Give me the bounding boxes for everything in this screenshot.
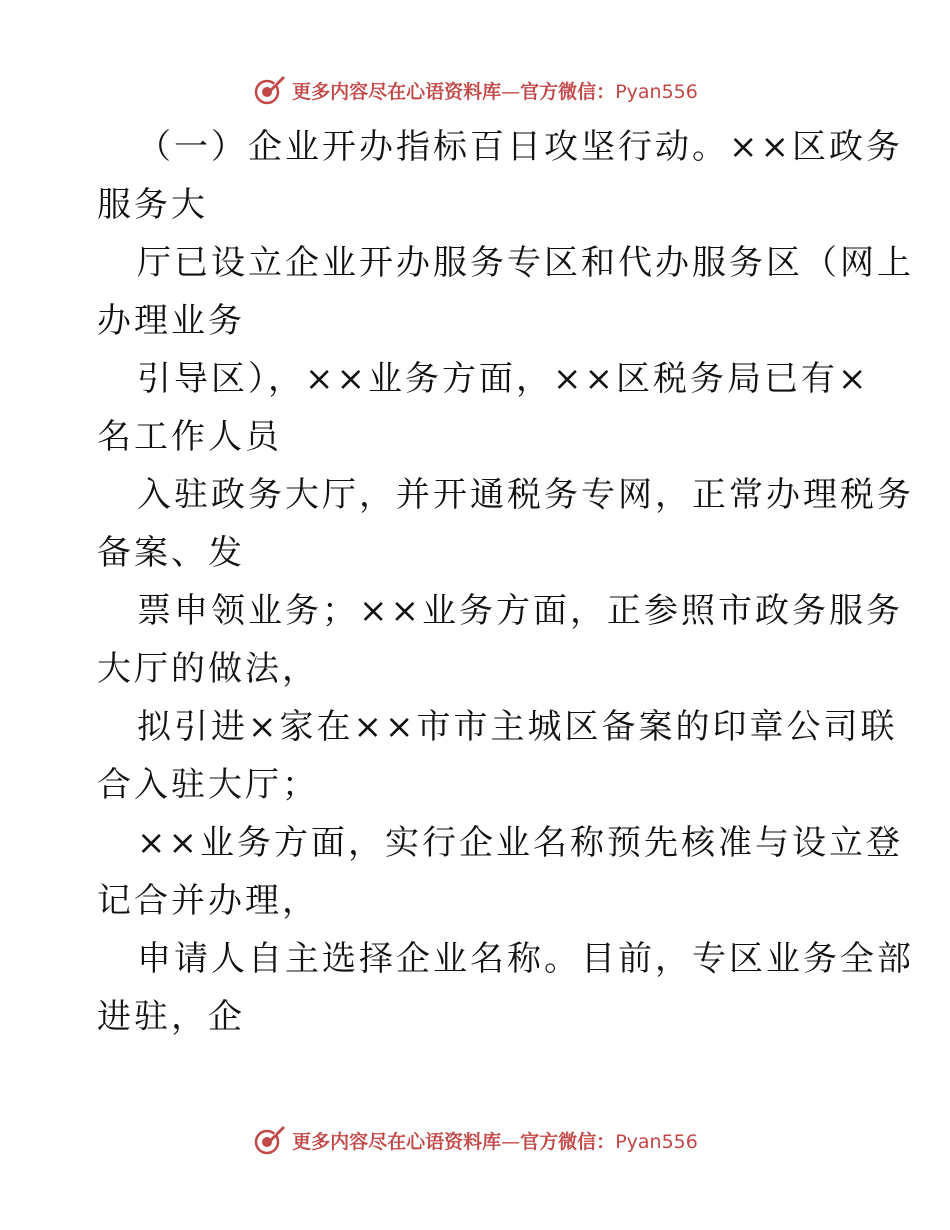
body-line: 申请人自主选择企业名称。目前，专区业务全部 — [137, 939, 914, 979]
footer-banner-text — [292, 1127, 698, 1154]
header-banner-official: 官方微信： — [520, 80, 616, 103]
body-line: 名工作人员 — [97, 417, 282, 457]
body-line: ××业务方面，实行企业名称预先核准与设立登 — [137, 823, 903, 863]
footer-banner-brand: Pyan556 — [615, 1130, 698, 1153]
header-banner-text — [292, 77, 698, 104]
body-line: 记合并办理， — [97, 881, 319, 921]
document-body — [97, 118, 914, 1046]
footer-banner — [0, 1120, 950, 1160]
body-line: 厅已设立企业开办服务专区和代办服务区（网上 — [137, 243, 914, 283]
quill-seal-icon — [252, 1123, 286, 1157]
body-line: 票申领业务；××业务方面，正参照市政务服务 — [137, 591, 903, 631]
footer-banner-title: 更多内容尽在心语资料库 — [292, 1130, 502, 1153]
body-line: 合入驻大厅； — [97, 765, 319, 805]
body-line: （一）企业开办指标百日攻坚行动。××区政务 — [137, 127, 903, 167]
body-line: 进驻，企 — [97, 997, 245, 1037]
body-line: 服务大 — [97, 185, 208, 225]
body-line: 办理业务 — [97, 301, 245, 341]
body-line: 入驻政务大厅，并开通税务专网，正常办理税务 — [137, 475, 914, 515]
footer-banner-dash: — — [501, 1130, 521, 1153]
body-line: 拟引进×家在××市市主城区备案的印章公司联 — [137, 707, 898, 747]
header-banner-brand: Pyan556 — [615, 80, 698, 103]
header-banner-title: 更多内容尽在心语资料库 — [292, 80, 502, 103]
body-line: 引导区），××业务方面，××区税务局已有× — [137, 359, 870, 399]
header-banner-dash: — — [501, 80, 521, 103]
body-line: 备案、发 — [97, 533, 245, 573]
footer-banner-official: 官方微信： — [520, 1130, 616, 1153]
body-line: 大厅的做法， — [97, 649, 319, 689]
header-banner — [0, 70, 950, 110]
quill-seal-icon — [252, 73, 286, 107]
